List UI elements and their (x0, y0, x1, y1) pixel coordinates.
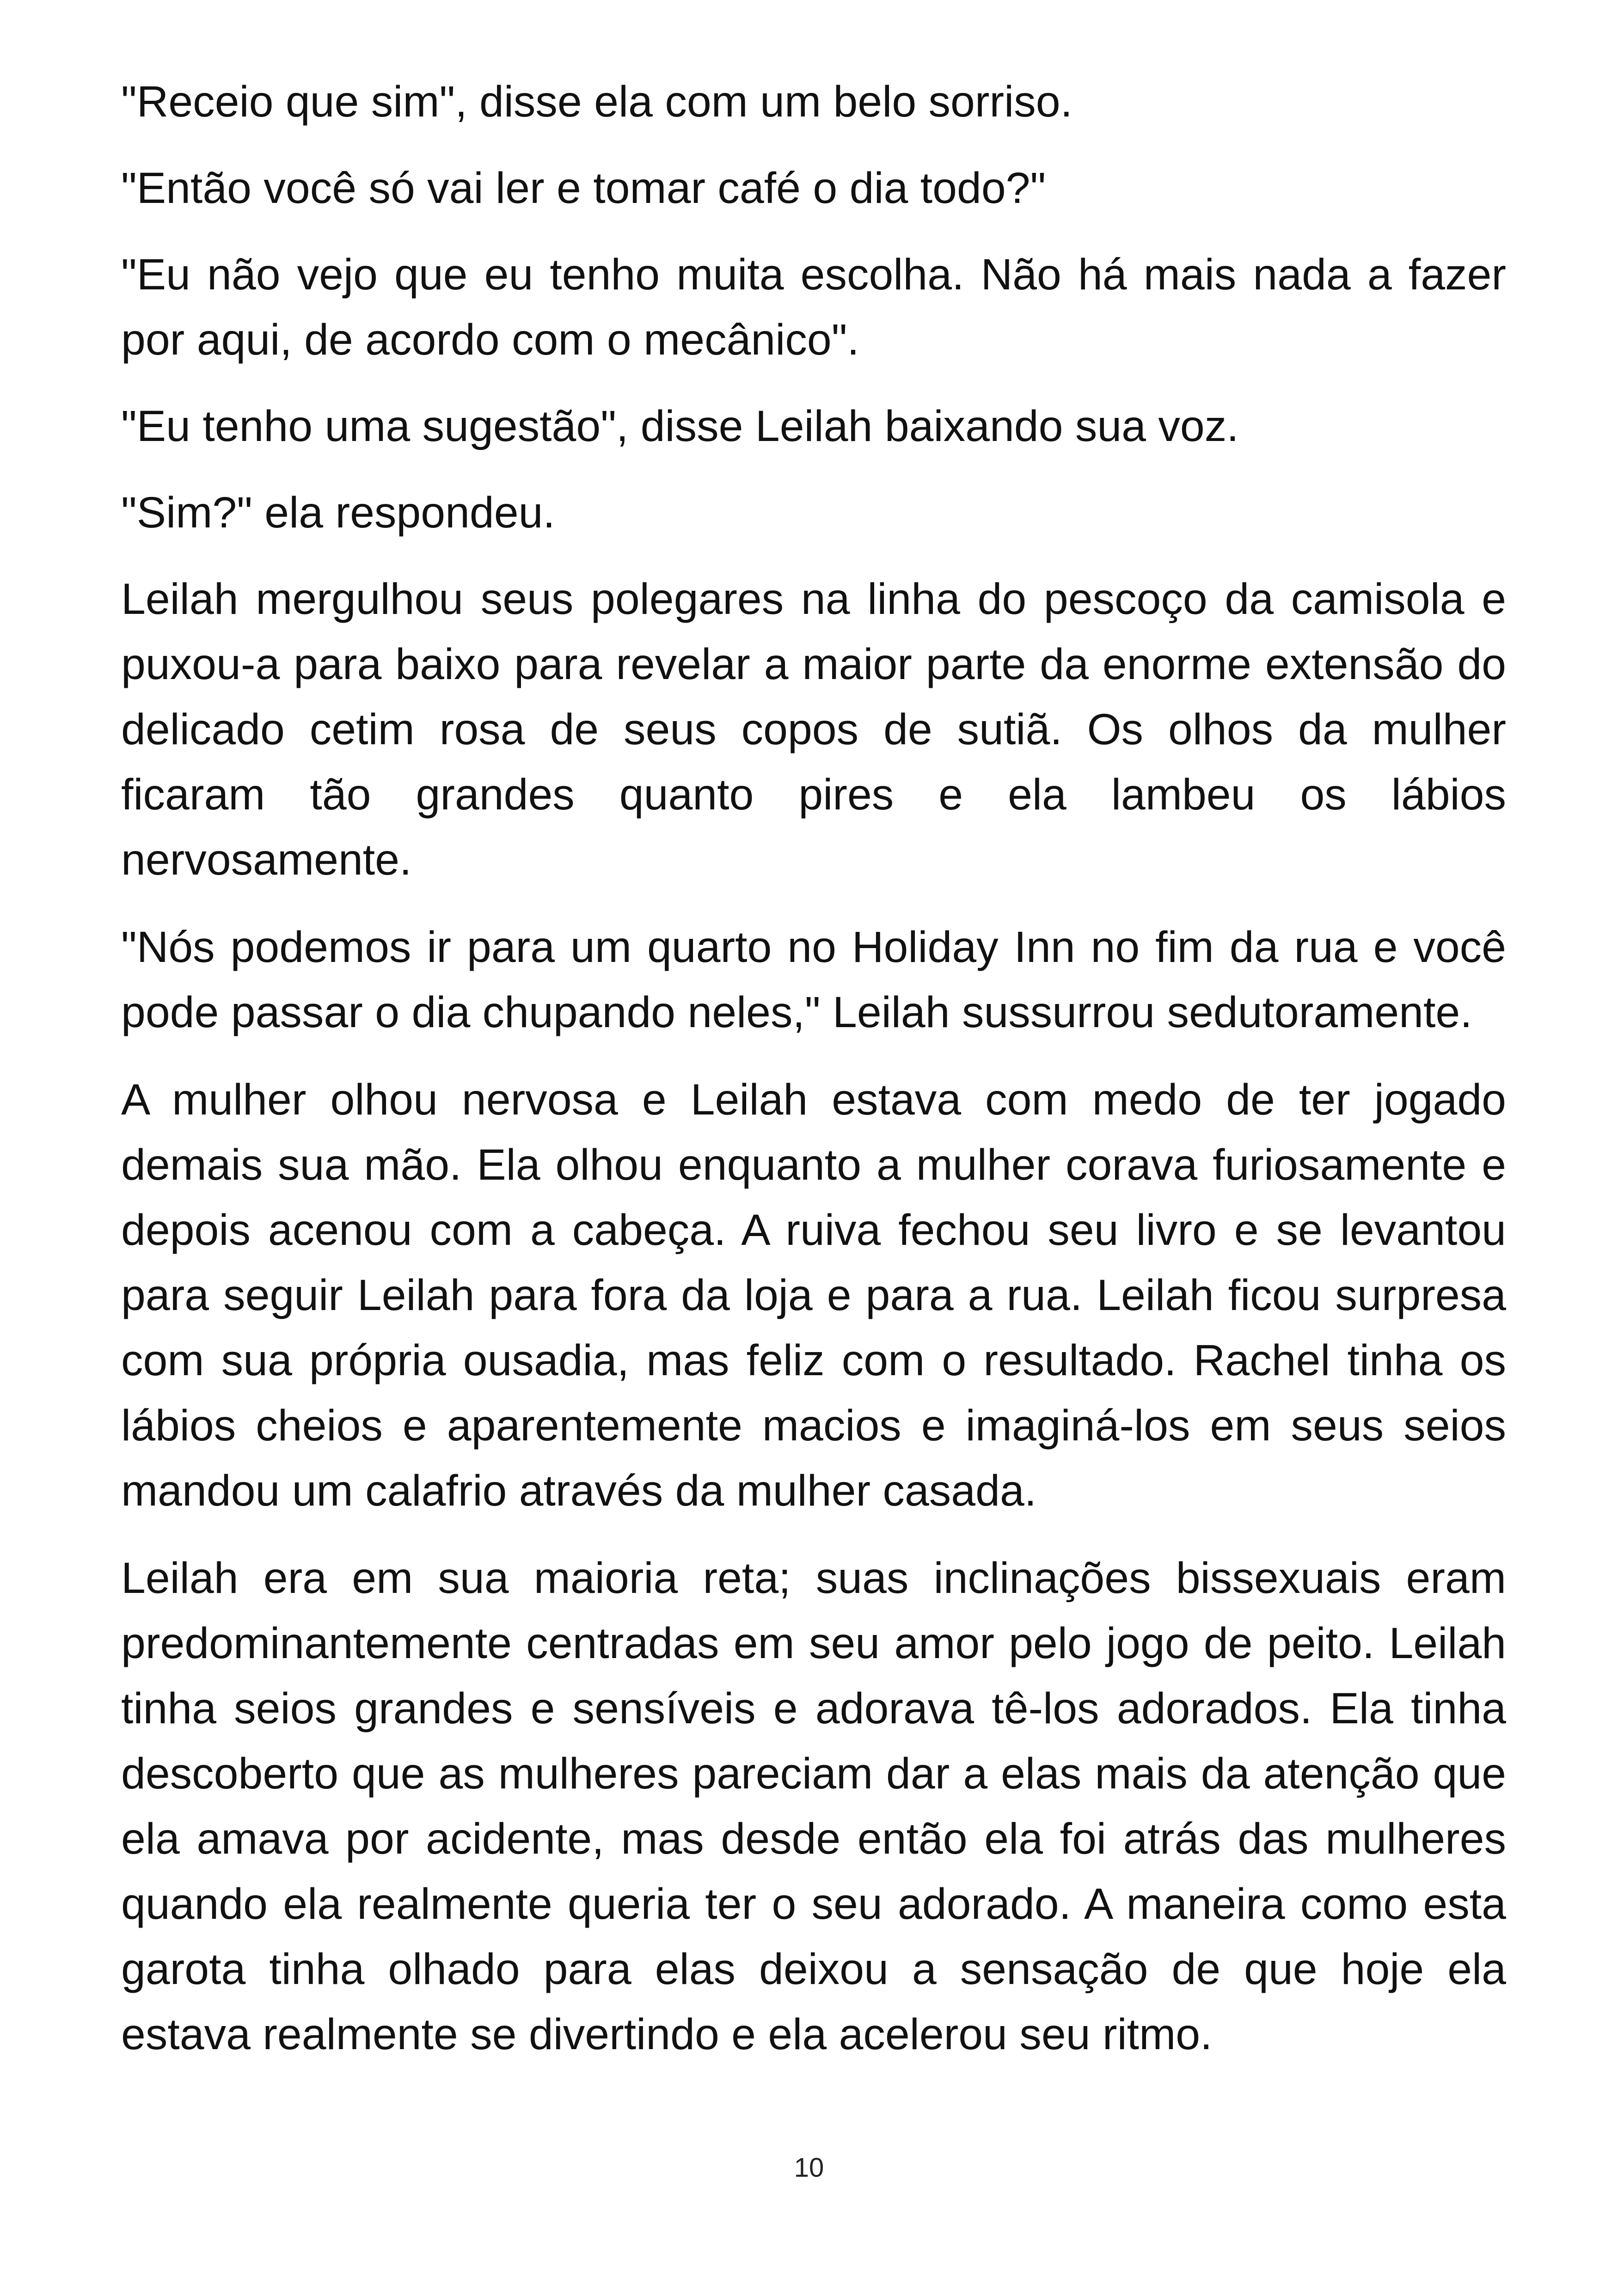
paragraph: A mulher olhou nervosa e Leilah estava com medo de ter jogado demais sua mão. Ela olhou enquanto a mulher corava furiosamente e depois acenou com a cabeça. A ruiva fechou seu livro e se levantou para seguir Leilah para fora da loja e para a rua. Leilah ficou surpresa com sua própria ousadia, mas feliz com o resultado. Rachel tinha os lábios cheios e aparentemente macios e imaginá-los em seus seios mandou um calafrio através da mulher casada. (121, 1075, 1506, 1515)
text-body (121, 69, 1506, 2089)
page-number: 10 (794, 2153, 824, 2183)
paragraph: "Nós podemos ir para um quarto no Holiday Inn no fim da rua e você pode passar o dia chupando neles," Leilah sussurrou sedutoramente. (121, 923, 1506, 1037)
paragraph: Leilah era em sua maioria reta; suas inclinações bissexuais eram predominantemente centradas em seu amor pelo jogo de peito. Leilah tinha seios grandes e sensíveis e adorava tê-los adorados. Ela tinha descoberto que as mulheres pareciam dar a elas mais da atenção que ela amava por acidente, mas desde então ela foi atrás das mulheres quando ela realmente queria ter o seu adorado. A maneira como esta garota tinha olhado para elas deixou a sensação de que hoje ela estava realmente se divertindo e ela acelerou seu ritmo. (121, 1554, 1506, 2059)
paragraph: "Receio que sim", disse ela com um belo sorriso. (121, 77, 1073, 126)
paragraph: "Eu tenho uma sugestão", disse Leilah baixando sua voz. (121, 402, 1239, 451)
paragraph: "Eu não vejo que eu tenho muita escolha. Não há mais nada a fazer por aqui, de acordo com o mecânico". (121, 250, 1506, 364)
paragraph: Leilah mergulhou seus polegares na linha do pescoço da camisola e puxou-a para baixo para revelar a maior parte da enorme extensão do delicado cetim rosa de seus copos de sutiã. Os olhos da mulher ficaram tão grandes quanto pires e ela lambeu os lábios nervosamente. (121, 575, 1506, 884)
paragraph: "Então você só vai ler e tomar café o dia todo?" (121, 164, 1046, 213)
paragraph: "Sim?" ela respondeu. (121, 488, 555, 537)
